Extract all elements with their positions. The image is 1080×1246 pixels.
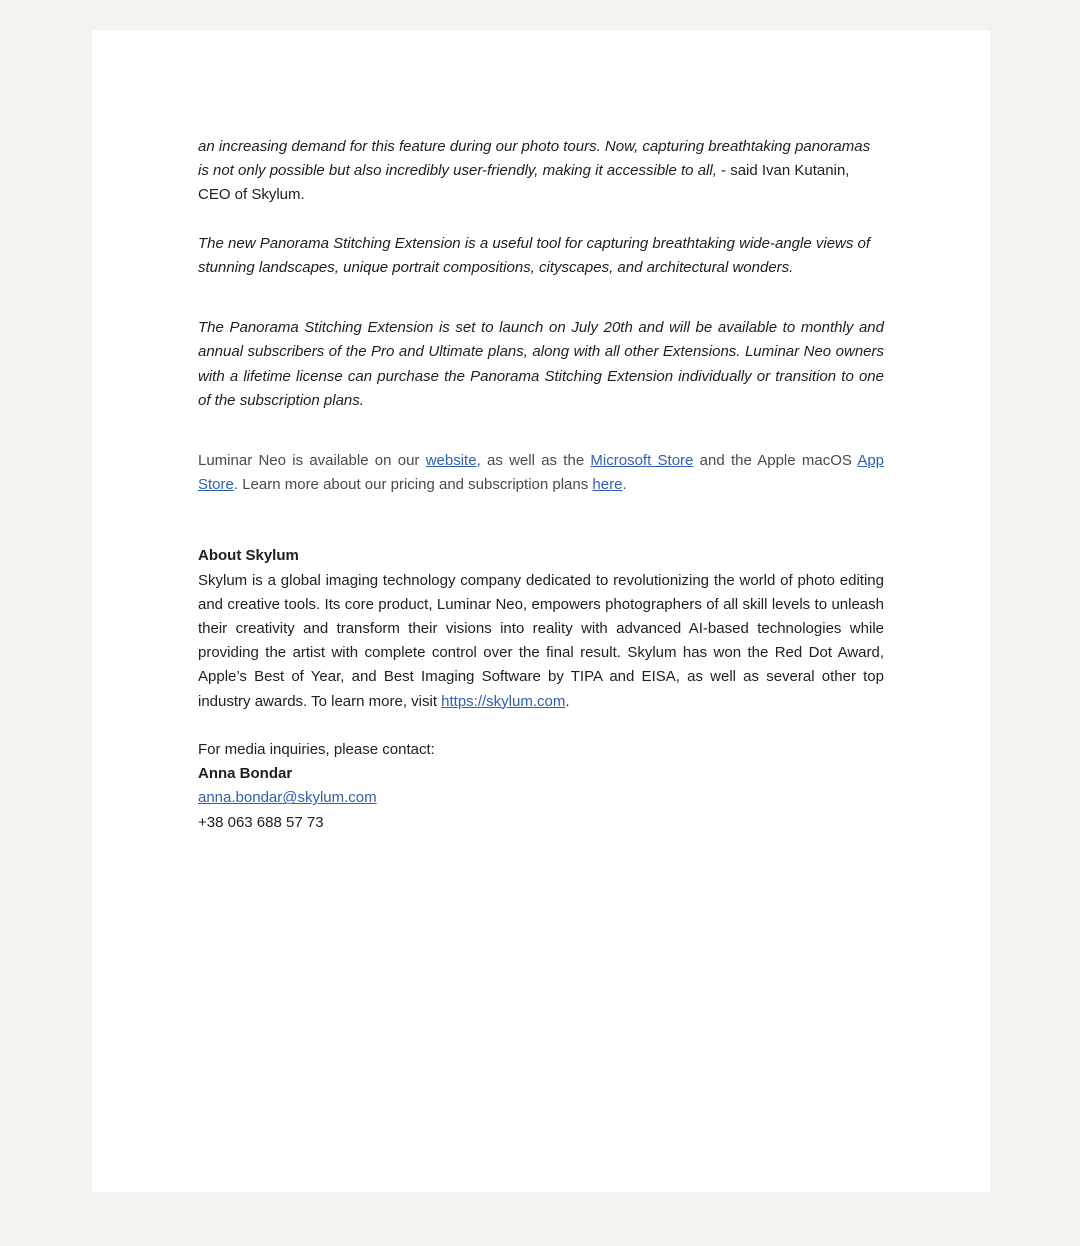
- contact-name: Anna Bondar: [198, 765, 293, 783]
- contact-intro: For media inquiries, please contact:: [198, 741, 435, 759]
- app-store-link[interactable]: App Store: [198, 452, 885, 494]
- microsoft-store-link[interactable]: Microsoft Store: [590, 452, 694, 470]
- skylum-website-link[interactable]: https://skylum.com: [441, 692, 566, 710]
- availability-text-1: Luminar Neo is available on our: [198, 452, 426, 470]
- tool-paragraph: The new Panorama Stitching Extension is a useful tool for capturing breathtaking wide-angle views of stunning landscapes, unique portrait compositions, cityscapes, and architectural wonders.: [198, 234, 871, 276]
- quote-attribution: - said Ivan Kutanin, CEO of Skylum.: [198, 162, 850, 204]
- quote-text: an increasing demand for this feature during our photo tours. Now, capturing breathtaking panoramas is not only possible but also incredibly user-friendly, making it accessible to all,: [198, 138, 871, 180]
- document-content: [198, 135, 884, 835]
- availability-text-3: and the Apple macOS: [693, 452, 858, 470]
- pricing-here-link[interactable]: here: [592, 476, 623, 494]
- contact-phone: +38 063 688 57 73: [198, 813, 324, 831]
- availability-text-2: as well as the: [480, 452, 591, 470]
- launch-paragraph: The Panorama Stitching Extension is set to launch on July 20th and will be available to monthly and annual subscribers of the Pro and Ultimate plans, along with all other Extensions. Luminar Neo owners with a lifetime license can purchase the Panorama Stitching Extension individually or transition to one of the subscription plans.: [198, 319, 884, 409]
- contact-email-link[interactable]: anna.bondar@skylum.com: [198, 789, 377, 807]
- about-heading: About Skylum: [198, 547, 299, 565]
- quote-paragraph: [198, 135, 884, 208]
- availability-paragraph: [198, 449, 884, 497]
- about-body: Skylum is a global imaging technology company dedicated to revolutionizing the world of photo editing and creative tools. Its core product, Luminar Neo, empowers photographers of all skill levels to unleash their creativity and transform their visions into reality with advanced AI-based technologies while providing the artist with complete control over the final result. Skylum has won the Red Dot Award, Apple’s Best of Year, and Best Imaging Software by TIPA and EISA, as well as several other top industry awards. To learn more, visit: [198, 571, 884, 710]
- about-end: .: [565, 692, 570, 710]
- document-page: [92, 30, 990, 1192]
- website-link[interactable]: website,: [425, 452, 481, 470]
- availability-text-5: .: [622, 476, 627, 494]
- availability-text-4: . Learn more about our pricing and subscription plans: [233, 476, 593, 494]
- about-paragraph: [198, 569, 884, 714]
- contact-email-line: [198, 786, 884, 810]
